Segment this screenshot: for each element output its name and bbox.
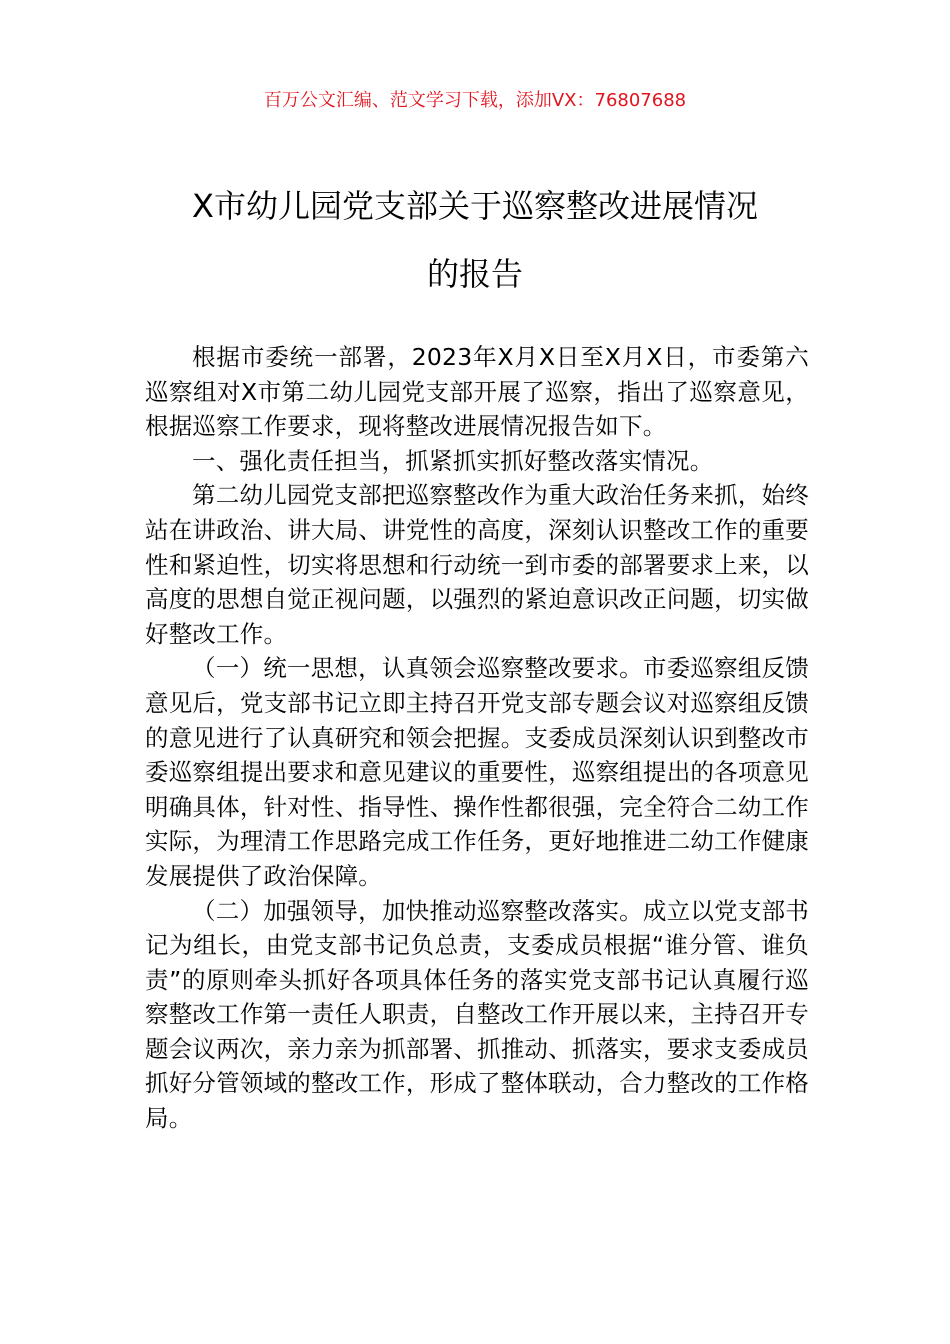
- title-line-2: 的报告: [426, 255, 523, 293]
- document-body: [145, 340, 809, 1136]
- paragraph-subsection-1: （一）统一思想，认真领会巡察整改要求。市委巡察组反馈意见后，党支部书记立即主持召开党支部专题会议对巡察组反馈的意见进行了认真研究和领会把握。支委成员深刻认识到整改市委巡察组提出要求和意见建议的重要性，巡察组提出的各项意见明确具体，针对性、指导性、操作性都很强，完全符合二幼工作实际，为理清工作思路完成工作任务，更好地推进二幼工作健康发展提供了政治保障。: [145, 654, 809, 890]
- paragraph-section-1: 第二幼儿园党支部把巡察整改作为重大政治任务来抓，始终站在讲政治、讲大局、讲党性的高度，深刻认识整改工作的重要性和紧迫性，切实将思想和行动统一到市委的部署要求上来，以高度的思想自觉正视问题，以强烈的紧迫意识改正问题，切实做好整改工作。: [145, 481, 809, 648]
- section-heading-1: 一、强化责任担当，抓紧抓实抓好整改落实情况。: [192, 446, 714, 475]
- paragraph-intro: 根据市委统一部署，2023年X月X日至X月X日，市委第六巡察组对X市第二幼儿园党支部开展了巡察，指出了巡察意见，根据巡察工作要求，现将整改进展情况报告如下。: [145, 343, 809, 441]
- paragraph-subsection-2: （二）加强领导，加快推动巡察整改落实。成立以党支部书记为组长，由党支部书记负总责，支委成员根据“谁分管、谁负责”的原则牵头抓好各项具体任务的落实党支部书记认真履行巡察整改工作第一责任人职责，自整改工作开展以来，主持召开专题会议两次，亲力亲为抓部署、抓推动、抓落实，要求支委成员抓好分管领域的整改工作，形成了整体联动，合力整改的工作格局。: [145, 896, 809, 1133]
- header-banner: 百万公文汇编、范文学习下载，添加VX：76807688: [263, 90, 687, 111]
- document-title: [145, 172, 805, 308]
- title-line-1: X市幼儿园党支部关于巡察整改进展情况: [192, 187, 758, 225]
